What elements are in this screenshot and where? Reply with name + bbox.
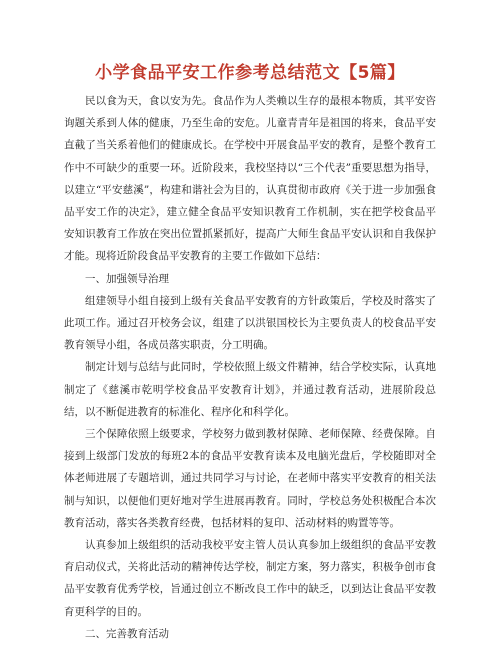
paragraph-three-guarantees: 三个保障依照上级要求，学校努力做到教材保障、老师保障、经费保障。自接到上级部门发放的每班2本的食品平安教育读本及电脑光盘后，学校随即对全体老师进展了专题培训，通过共同学习与讨论，在老师中落实平安教育的相关法制与知识，以便他们更好地对学生进展再教育。同时，学校总务处积极配合本次教育活动，落实各类教育经费，包括材料的复印、活动材料的购置等等。 [64,428,436,529]
intro-paragraph: 民以食为天，食以安为先。食品作为人类赖以生存的最根本物质，其平安咨询题关系到人体的健康，乃至生命的安危。儿童青青年是祖国的将来，食品平安直截了当关系着他们的健康成长。在学校中开展食品平安的教育，是整个教育工作中不可缺少的重要一环。近阶段来，我校坚持以“三个代表”重要思想为指导，以建立“平安慈溪”，构建和谐社会为目的，认真贯彻市政府《关于进一步加强食品平安工作的决定》，建立健全食品平安知识教育工作机制，实在把学校食品平安知识教育工作放在突出位置抓紧抓好，提高广大师生食品平安认识和自我保护才能。现将近阶段食品平安教育的主要工作做如下总结： [64,95,436,263]
paragraph-plan-summary: 制定计划与总结与此同时，学校依照上级文件精神，结合学校实际，认真地制定了《慈溪市乾明学校食品平安教育计划》，并通过教育活动，进展阶段总结，以不断促进教育的标准化、程序化和科学化。 [64,361,436,418]
paragraph-participate-activities: 认真参加上级组织的活动我校平安主管人员认真参加上级组织的食品平安教育启动仪式，关将此活动的精神传达学校，制定方案，努力落实，积极争创市食品平安教育优秀学校，旨通过创立不断改良工作中的缺乏，以到达让食品平安教育更科学的目的。 [64,539,436,618]
paragraph-leading-group: 组建领导小组自接到上级有关食品平安教育的方针政策后，学校及时落实了此项工作。通过召开校务会议，组建了以洪银国校长为主要负责人的校食品平安教育领导小组，各成员落实职责，分工明确。 [64,294,436,352]
section-heading-leadership: 一、加强领导治理 [85,272,169,285]
document-title: 小学食品平安工作参考总结范文【5篇】 [95,63,405,83]
section-heading-education: 二、完善教育活动 [85,627,169,640]
